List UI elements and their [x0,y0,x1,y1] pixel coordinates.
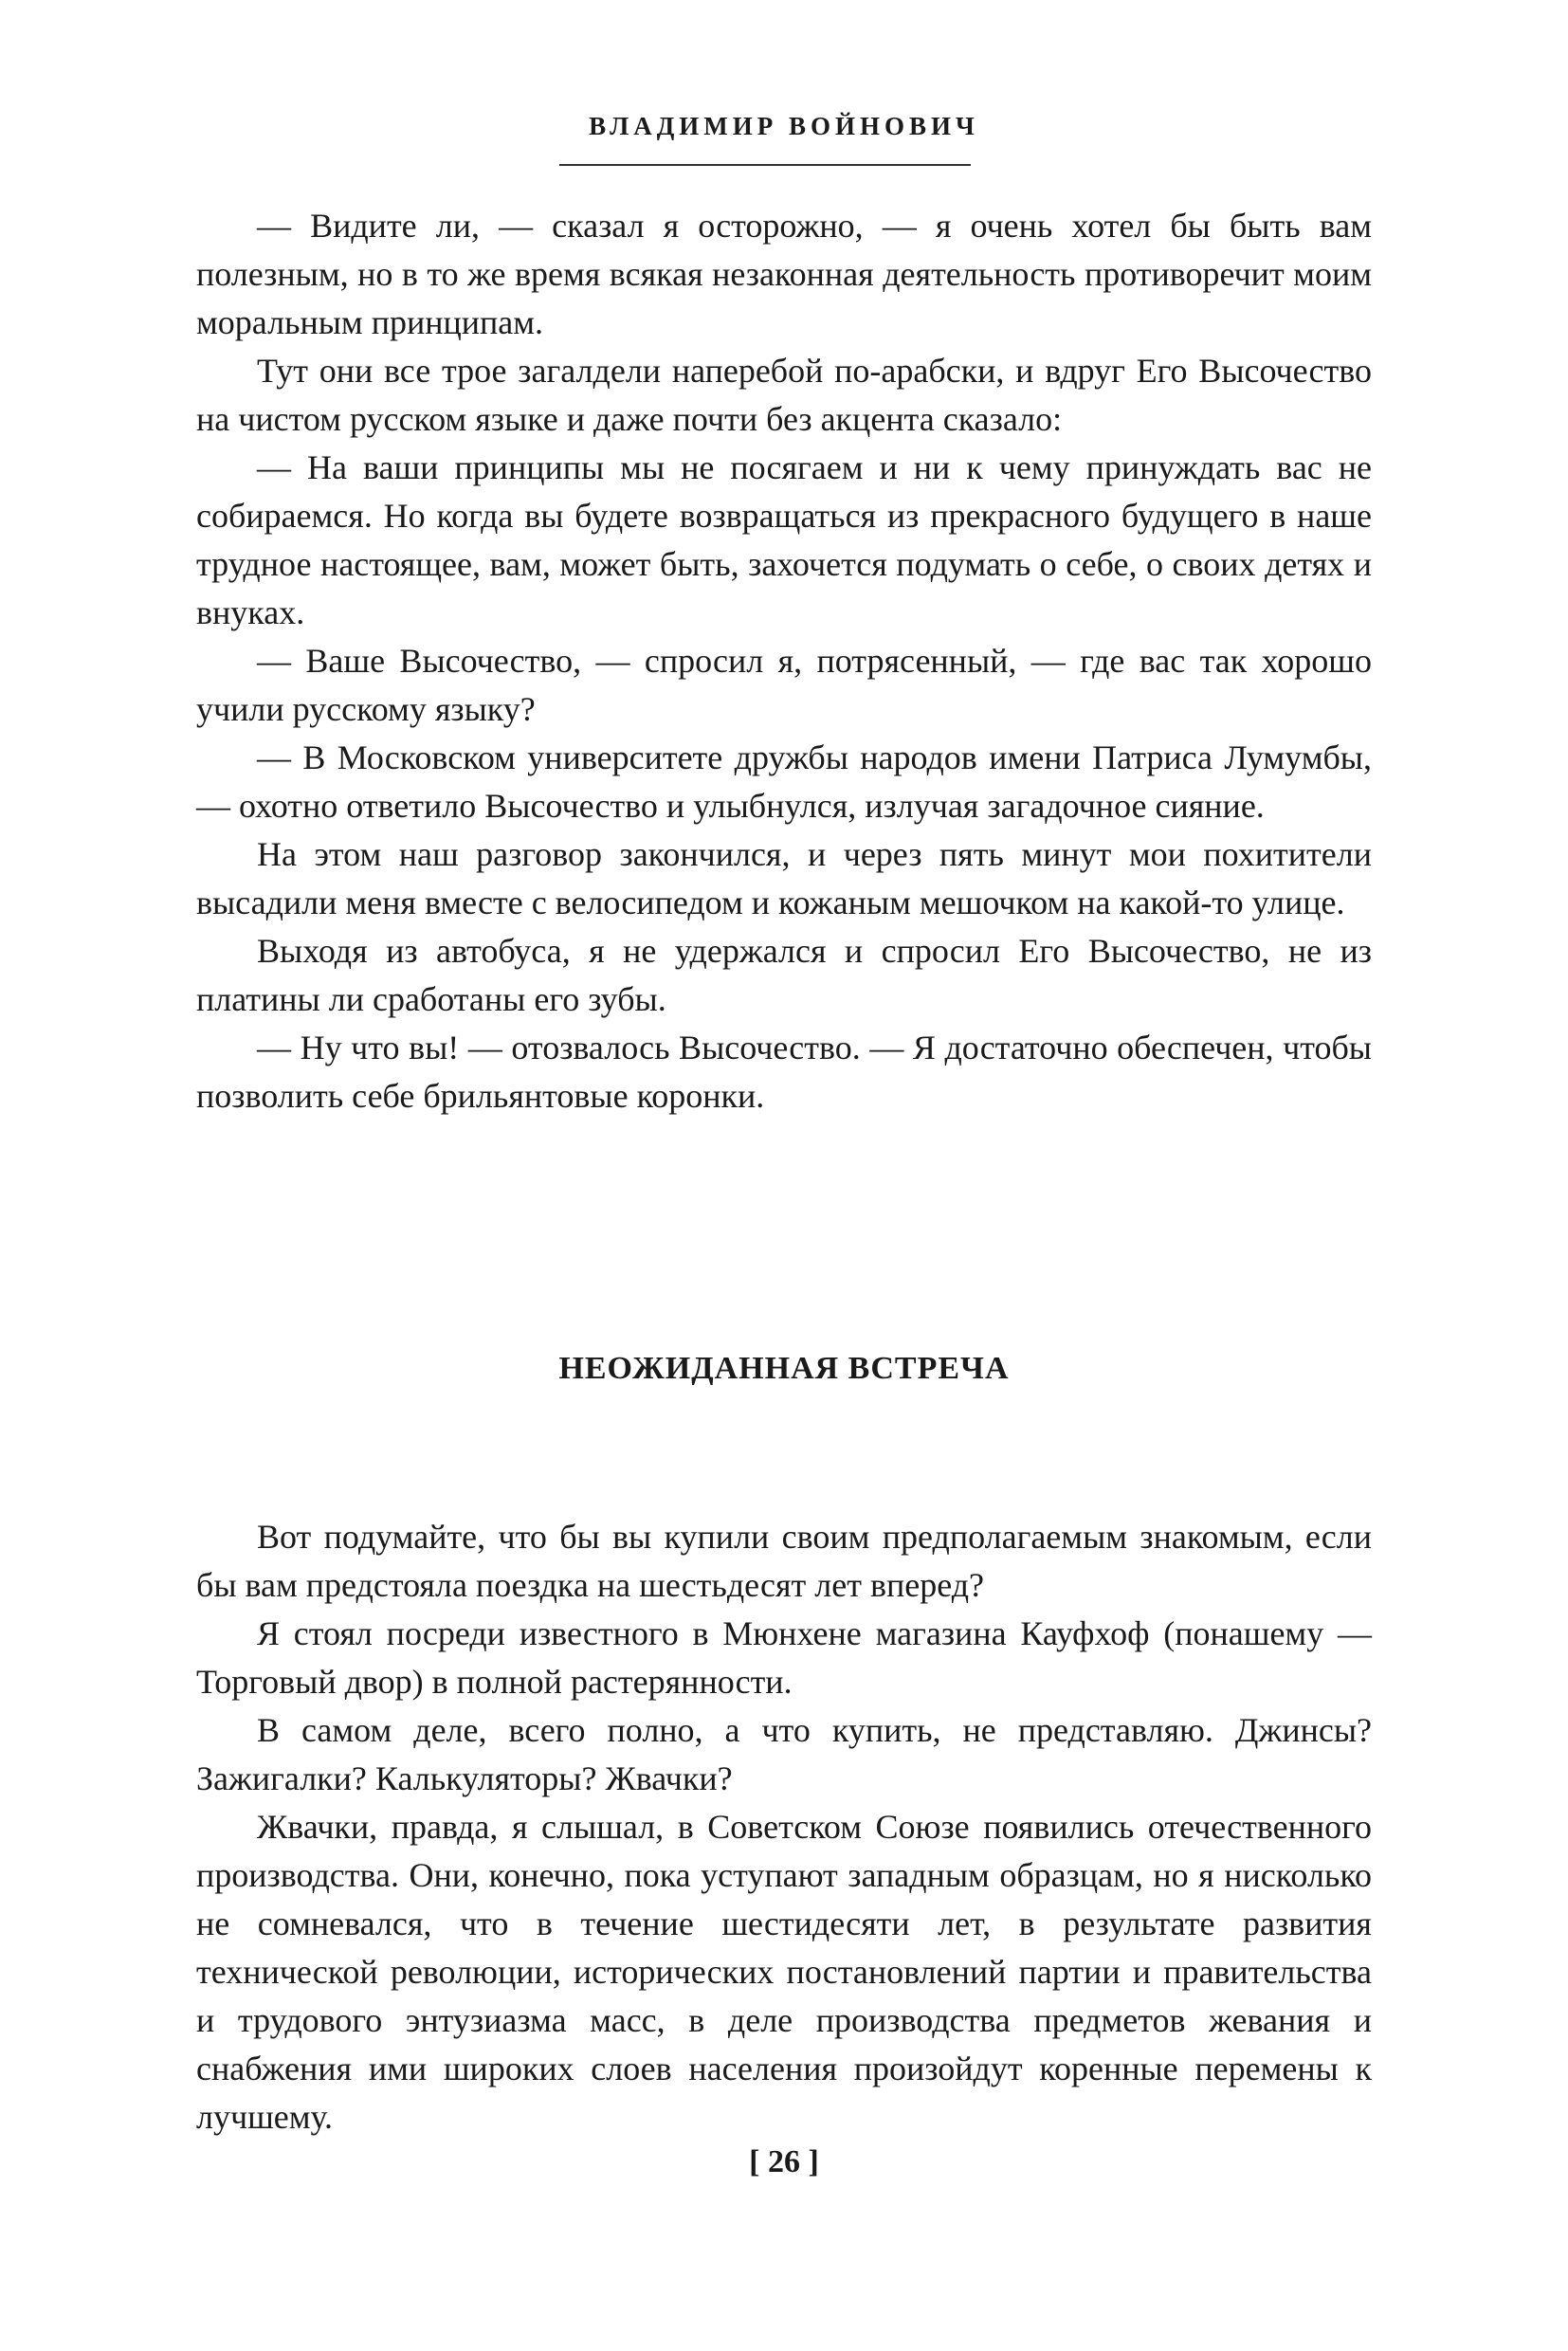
text-block-1 [196,202,1372,1121]
running-head: ВЛАДИМИР ВОЙНОВИЧ [589,112,979,140]
paragraph: — Ну что вы! — отозвалось Высочество. — Я достаточно обеспечен, чтобы позволить себе брильянтовые коронки. [196,1029,1372,1115]
page-number: [ 26 ] [749,2144,819,2179]
paragraph: Жвачки, правда, я слышал, в Советском Союзе появились отечественного производства. Они, конечно, пока уступают западным образцам, но я нисколько не сомневался, что в течение шестидесяти лет, в результате развития технической революции, исторических постановлений партии и правительства и трудового энтузиазма масс, в деле производства предметов жевания и снабжения ими широких слоев населения произойдут коренные перемены к лучшему. [196,1808,1372,2136]
paragraph: Я стоял посреди известного в Мюнхене магазина Кауфхоф (понашему — Торговый двор) в полной растерянности. [196,1614,1372,1701]
paragraph: — Видите ли, — сказал я осторожно, — я очень хотел бы быть вам полезным, но в то же время всякая незаконная деятельность противоречит моим моральным принципам. [196,207,1372,341]
paragraph: — В Московском университете дружбы народов имени Патриса Лумумбы, — охотно ответило Высочество и улыбнулся, излучая загадочное сияние. [196,738,1372,825]
paragraph: Тут они все трое загалдели наперебой по-арабски, и вдруг Его Высочество на чистом русском языке и даже почти без акцента сказало: [196,352,1372,438]
paragraph: Выходя из автобуса, я не удержался и спросил Его Высочество, не из платины ли сработаны его зубы. [196,932,1372,1018]
paragraph: — Ваше Высочество, — спросил я, потрясенный, — где вас так хорошо учили русскому языку? [196,642,1372,728]
paragraph: В самом деле, всего полно, а что купить, не представляю. Джинсы? Зажигалки? Калькуляторы? Жвачки? [196,1711,1372,1797]
header-rule [559,164,971,166]
paragraph: Вот подумайте, что бы вы купили своим предполагаемым знакомым, если бы вам предстояла поездка на шестьдесят лет вперед? [196,1518,1372,1604]
paragraph: На этом наш разговор закончился, и через пять минут мои похитители высадили меня вместе с велосипедом и кожаным мешочком на какой-то улице. [196,835,1372,921]
chapter-title: НЕОЖИДАННАЯ ВСТРЕЧА [558,1351,1010,1386]
text-block-2 [196,1513,1372,2141]
paragraph: — На ваши принципы мы не посягаем и ни к чему принуждать вас не собираемся. Но когда вы будете возвращаться из прекрасного будущего в наше трудное настоящее, вам, может быть, захочется подумать о себе, о своих детях и внуках. [196,448,1372,631]
